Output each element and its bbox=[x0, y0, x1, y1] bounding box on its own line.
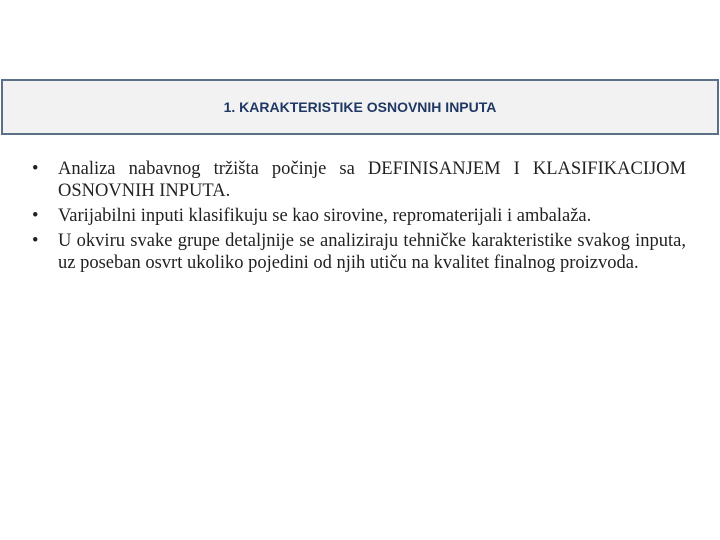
bullet-item bbox=[32, 230, 686, 274]
bullet-item bbox=[32, 205, 686, 227]
bullet-item bbox=[32, 158, 686, 202]
bullet-icon: • bbox=[32, 206, 39, 226]
bullet-icon: • bbox=[32, 231, 39, 251]
bullet-icon: • bbox=[32, 159, 39, 179]
bullet-list bbox=[32, 158, 686, 277]
bullet-text: U okviru svake grupe detaljnije se analiziraju tehničke karakteristike svakog inputa, uz poseban osvrt ukoliko pojedini od njih utiču na kvalitet finalnog proizvoda. bbox=[58, 231, 686, 273]
bullet-text: Analiza nabavnog tržišta počinje sa DEFINISANJEM I KLASIFIKACIJOM OSNOVNIH INPUTA. bbox=[58, 159, 686, 201]
bullet-text: Varijabilni inputi klasifikuju se kao sirovine, repromaterijali i ambalaža. bbox=[58, 206, 592, 226]
slide-title: 1. KARAKTERISTIKE OSNOVNIH INPUTA bbox=[223, 99, 497, 115]
title-banner bbox=[1, 79, 719, 135]
